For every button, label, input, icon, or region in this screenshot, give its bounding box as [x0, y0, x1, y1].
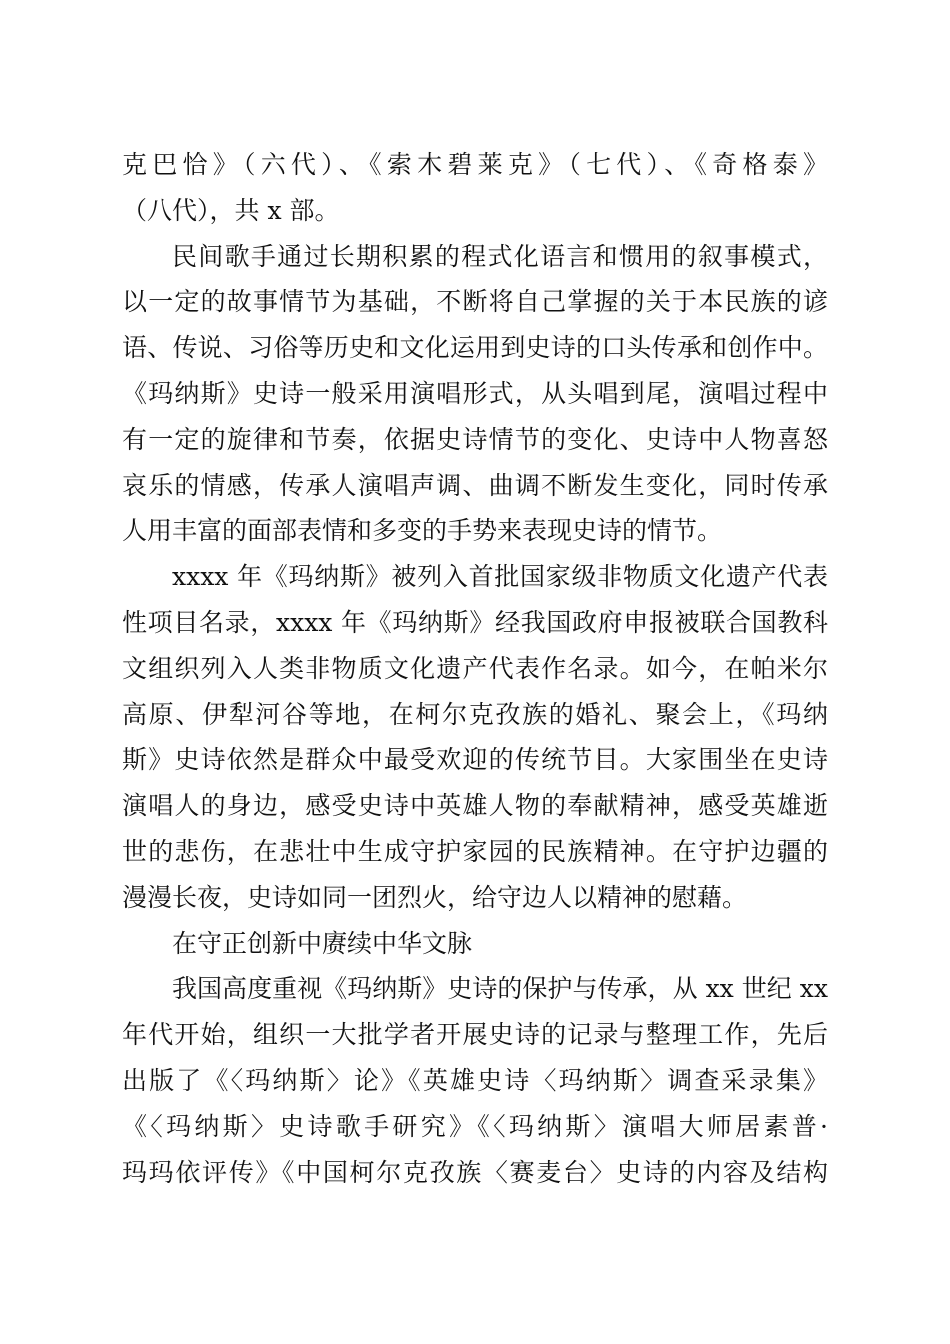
text-line: 出版了《〈玛纳斯〉论》《英雄史诗〈玛纳斯〉调查采录集》 — [122, 1065, 828, 1095]
text-line: 漫漫长夜，史诗如同一团烈火，给守边人以精神的慰藉。 — [122, 882, 748, 912]
text-line: 文组织列入人类非物质文化遗产代表作名录。如今，在帕米尔 — [122, 653, 828, 683]
text-line: 以一定的故事情节为基础，不断将自己掌握的关于本民族的谚 — [122, 287, 828, 317]
text-line: 玛玛依评传》《中国柯尔克孜族〈赛麦台〉史诗的内容及结构 — [122, 1157, 828, 1187]
text-line: 演唱人的身边，感受史诗中英雄人物的奉献精神，感受英雄逝 — [122, 791, 828, 821]
text-line: 性项目名录，xxxx 年《玛纳斯》经我国政府申报被联合国教科 — [122, 607, 828, 637]
document-body — [122, 142, 828, 1195]
text-line: 《〈玛纳斯〉史诗歌手研究》《〈玛纳斯〉演唱大师居素普· — [122, 1111, 828, 1141]
paragraph-start-line: 我国高度重视《玛纳斯》史诗的保护与传承，从 xx 世纪 xx — [172, 974, 828, 1004]
text-line: 人用丰富的面部表情和多变的手势来表现史诗的情节。 — [122, 516, 723, 546]
section-heading: 在守正创新中赓续中华文脉 — [172, 928, 473, 958]
text-line: 世的悲伤，在悲壮中生成守护家园的民族精神。在守护边疆的 — [122, 836, 828, 866]
paragraph-start-line: xxxx 年《玛纳斯》被列入首批国家级非物质文化遗产代表 — [172, 562, 828, 592]
text-line: 年代开始，组织一大批学者开展史诗的记录与整理工作，先后 — [122, 1020, 828, 1050]
text-line: （八代），共 x 部。 — [122, 195, 340, 225]
paragraph-start-line: 民间歌手通过长期积累的程式化语言和惯用的叙事模式， — [172, 241, 828, 271]
text-line: 克巴恰》（六代）、《索木碧莱克》（七代）、《奇格泰》 — [122, 150, 828, 179]
text-line: 《玛纳斯》史诗一般采用演唱形式，从头唱到尾，演唱过程中 — [122, 378, 828, 408]
text-line: 高原、伊犁河谷等地，在柯尔克孜族的婚礼、聚会上，《玛纳 — [122, 699, 828, 729]
text-line: 有一定的旋律和节奏，依据史诗情节的变化、史诗中人物喜怒 — [122, 424, 828, 454]
text-line: 斯》史诗依然是群众中最受欢迎的传统节目。大家围坐在史诗 — [122, 745, 828, 775]
text-line: 语、传说、习俗等历史和文化运用到史诗的口头传承和创作中。 — [122, 333, 828, 363]
text-line: 哀乐的情感，传承人演唱声调、曲调不断发生变化，同时传承 — [122, 470, 828, 500]
